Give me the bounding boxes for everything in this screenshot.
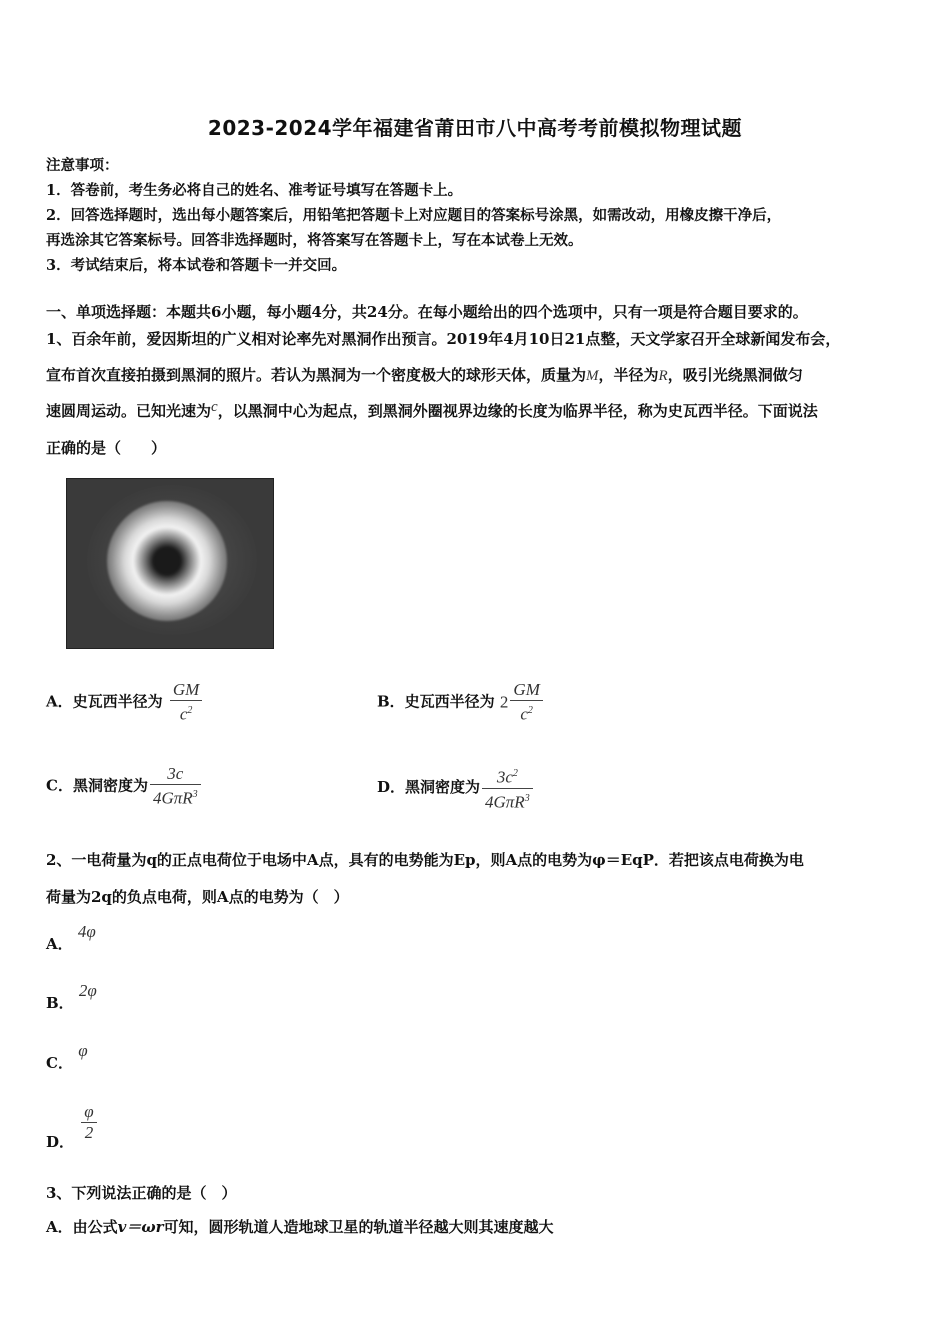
notice-line-2: 2．回答选择题时，选出每小题答案后，用铅笔把答题卡上对应题目的答案标号涂黑，如需改动，用橡皮擦干净后， bbox=[46, 207, 782, 224]
section-heading: 一、单项选择题：本题共6小题，每小题4分，共24分。在每小题给出的四个选项中，只有一项是符合题目要求的。 bbox=[46, 303, 808, 321]
q1-option-b[interactable]: B．史瓦西半径为 2 $\frac{GM}{c^2}$ bbox=[377, 680, 543, 725]
q2-option-c[interactable]: C． φ bbox=[46, 1041, 88, 1072]
q2-line-2: 荷量为2q的负点电荷，则A点的电势为（ ） bbox=[46, 888, 349, 906]
var-mass: M bbox=[586, 368, 599, 384]
q1-line-1: 1、百余年前，爱因斯坦的广义相对论率先对黑洞作出预言。2019年4月10日21点整，天文学家召开全球新闻发布会， bbox=[46, 330, 841, 348]
q2-option-d[interactable]: D． $\frac{\varphi}{2}$ bbox=[46, 1102, 97, 1143]
notice-line-4: 3．考试结束后，将本试卷和答题卡一并交回。 bbox=[46, 257, 347, 274]
q1-option-c[interactable]: C．黑洞密度为 $\frac{3c}{4G\pi R^3}$ bbox=[46, 764, 201, 809]
q1-option-d[interactable]: D．黑洞密度为 $\frac{3c^2}{4G\pi R^3}$ bbox=[377, 764, 533, 812]
q2-line-1: 2、一电荷量为q的正点电荷位于电场中A点，具有的电势能为Ep，则A点的电势为φ＝EqP．若把该点电荷换为电 bbox=[46, 851, 804, 869]
fraction: $\frac{3c^2}{4G\pi R^3}$ bbox=[482, 764, 533, 812]
q2-option-b[interactable]: B． 2φ bbox=[46, 981, 97, 1012]
notice-line-3: 再选涂其它答案标号。回答非选择题时，将答案写在答题卡上，写在本试卷上无效。 bbox=[46, 232, 583, 249]
black-hole-image bbox=[66, 478, 274, 649]
q1-line-4: 正确的是（ ） bbox=[46, 439, 167, 457]
q1-option-a[interactable]: A．史瓦西半径为 $\frac{GM}{c^2}$ bbox=[46, 680, 202, 725]
fraction: $\frac{3c}{4G\pi R^3}$ bbox=[150, 764, 201, 809]
fraction: $\frac{GM}{c^2}$ bbox=[510, 680, 542, 725]
notice-line-1: 1．答卷前，考生务必将自己的姓名、准考证号填写在答题卡上。 bbox=[46, 182, 463, 199]
q1-line-2: 宣布首次直接拍摄到黑洞的照片。若认为黑洞为一个密度极大的球形天体，质量为M，半径为R，吸引光绕黑洞做匀 bbox=[46, 366, 803, 384]
var-radius: R bbox=[658, 368, 668, 384]
formula: v＝ωr bbox=[117, 1218, 164, 1236]
notice-heading: 注意事项： bbox=[46, 157, 119, 174]
q3-line-1: 3、下列说法正确的是（ ） bbox=[46, 1184, 237, 1202]
fraction: $\frac{GM}{c^2}$ bbox=[170, 680, 202, 725]
q3-option-a[interactable]: A．由公式v＝ωr可知，圆形轨道人造地球卫星的轨道半径越大则其速度越大 bbox=[46, 1218, 554, 1236]
q1-line-3: 速圆周运动。已知光速为c，以黑洞中心为起点，到黑洞外圈视界边缘的长度为临界半径，称为史瓦西半径。下面说法 bbox=[46, 399, 818, 420]
fraction: $\frac{\varphi}{2}$ bbox=[81, 1102, 96, 1143]
var-light-speed: c bbox=[211, 399, 218, 415]
page-title: 2023-2024学年福建省莆田市八中高考考前模拟物理试题 bbox=[207, 116, 743, 140]
q2-option-a[interactable]: A． 4φ bbox=[46, 922, 96, 953]
black-hole-ring bbox=[107, 501, 227, 621]
